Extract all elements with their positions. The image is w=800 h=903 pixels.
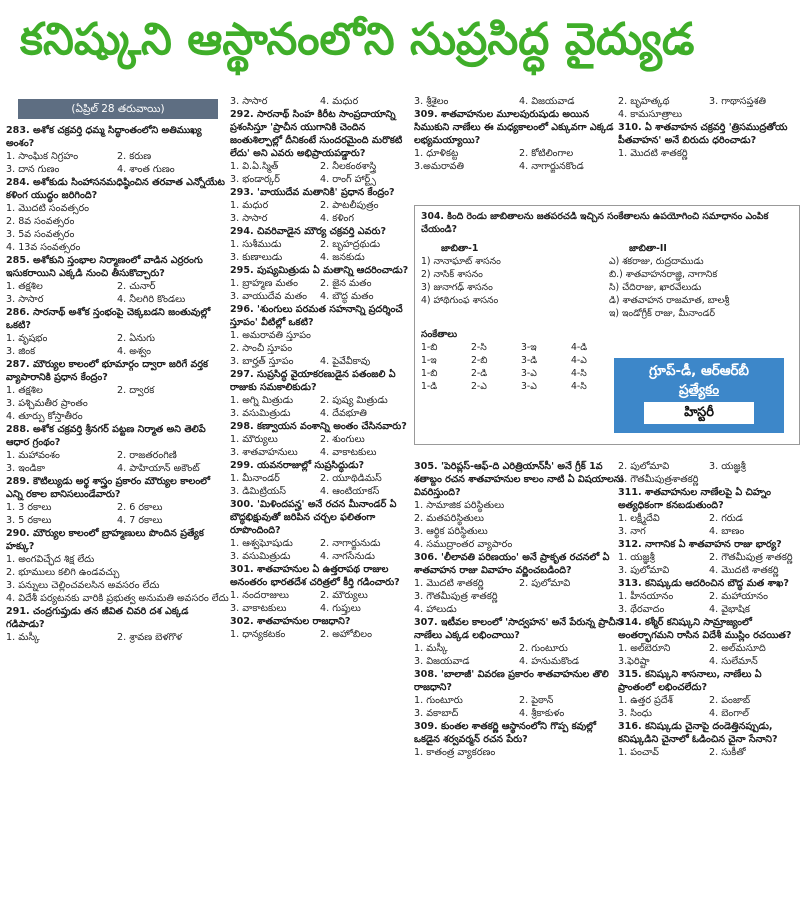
option-row [618, 108, 800, 121]
option-row [230, 329, 410, 342]
option-row [230, 160, 410, 173]
option-row [618, 694, 800, 707]
question-text: 307. ఇటీవల కాలంలో 'సాద్వహన' అనే పేరున్న ప్రాచీన నాణేలు ఎక్కడ లభించాయి? [414, 617, 623, 641]
option: 3. బార్హత్ స్తూపం [230, 356, 294, 367]
codes-title: సంకేతాలు [421, 329, 458, 340]
option: 1. మస్కీ [6, 632, 40, 643]
option: 4. సులేమాన్ [709, 656, 758, 667]
code-cell: 4-సి [571, 381, 587, 392]
column-4-bottom [618, 460, 800, 759]
list-1-item: 2) నాసిక్ శాసనం [421, 269, 483, 280]
option: 3. గాథాసప్తశతి [709, 96, 767, 107]
code-cell: 1-బి [421, 342, 438, 353]
question-text: 295. పుష్యమిత్రుడు ఏ మతాన్ని ఆదరించాడు? [230, 265, 409, 276]
question-text: 314. కశ్మీర్ కనిష్కుని సామ్రాజ్యంలో అంతర్భాగమని రాసిన విదేశీ ముస్లిం రచయిత? [618, 617, 792, 641]
option: 1. ధాన్యకటకం [230, 629, 286, 640]
option: 2. అల్‌మసూది [709, 643, 766, 654]
list-2-item: ఇ) ఇండోగ్రీక్ రాజు, మీనాండర్ [609, 308, 715, 319]
option: 2. నాగార్జునుడు [320, 538, 381, 549]
option: 1. మౌర్యులు [230, 434, 278, 445]
option: 1. వృషభం [6, 333, 48, 344]
option-row [6, 410, 228, 423]
option-row [618, 147, 800, 160]
option: 4. 13వ సంవత్సరం [6, 242, 81, 253]
option-row [6, 228, 228, 241]
list-1-item: 3) జునాగఢ్ శాసనం [421, 282, 493, 293]
option-row [6, 384, 228, 397]
option-row [414, 95, 624, 108]
option: 2. పులోమావి [519, 578, 571, 589]
option: 4. వైభాషిక [709, 604, 750, 615]
option: 1. యజ్ఞశ్రీ [618, 552, 655, 563]
option-row [618, 460, 800, 473]
option: 3. వసుమిత్రుడు [230, 551, 291, 562]
option: 3. జింక [6, 346, 36, 357]
option-row [618, 707, 800, 720]
option: 4. తూర్పు కోస్తాతీరం [6, 411, 83, 422]
column-3-top [414, 95, 624, 173]
option-row [6, 150, 228, 163]
list-1-item: 1) నానాఘాట్ శాసనం [421, 256, 501, 267]
option: 4. వాకాటకులు [320, 447, 377, 458]
column-4-top [618, 95, 800, 160]
option: 3. యజ్ఞశ్రీ [709, 461, 746, 472]
option-row [414, 160, 624, 173]
option-row [6, 631, 228, 644]
option: 3. దాన గుణం [6, 164, 60, 175]
code-cell: 4-సి [571, 368, 587, 379]
option: 4. ఆంటియాకస్ [320, 486, 380, 497]
option-row [230, 95, 410, 108]
code-cell: 3-ఇ [521, 342, 537, 353]
question-text: 313. కనిష్కుడు ఆదరించిన బౌద్ధ మత శాఖ? [618, 578, 789, 589]
option: 2. మహాయానం [709, 591, 768, 602]
option: 4. నీలగిరి కొండలు [117, 294, 186, 305]
option: 3. సాసార [230, 213, 268, 224]
question-text: 292. సారనాథ్ సింహ కిరీట సాంప్రదాయాన్ని ప్రశంసిస్తూ 'ప్రాచీన యుగానికి చెందిన జంతుశిల్పాల్లో దీనికంటే సుందరమైంది మరొకటి లేదు' అని ఎవరు అభిప్రాయపడ్డారు? [230, 109, 403, 159]
option: 1. సాంఘిక నిగ్రహం [6, 151, 79, 162]
option: 2. పాటలీపుత్రం [320, 200, 379, 211]
option: 3. డిమిట్రియస్ [230, 486, 286, 497]
option-row [414, 525, 624, 538]
option: 1. మొదటి శాతకర్ణి [414, 578, 484, 589]
option-row [618, 473, 800, 486]
option: 4. కామసూత్రాలు [618, 109, 683, 120]
option: 1. కాతంత్ర వ్యాకరణం [414, 747, 496, 758]
option: 1. అమరావతి స్తూపం [230, 330, 311, 341]
option: 2. శ్రావణ బెళగొళ [117, 632, 183, 643]
option: 2. మౌర్యులు [320, 590, 368, 601]
option-row [414, 642, 624, 655]
option: 3. వాకాటకులు [230, 603, 287, 614]
option: 4. నాగార్జునకొండ [519, 161, 584, 172]
option-row [230, 290, 410, 303]
option: 3. థేరవాదం [618, 604, 665, 615]
option-row [230, 277, 410, 290]
option-row [414, 512, 624, 525]
option-row [6, 553, 228, 566]
option: 1. ఉత్తర ప్రదేశ్ [618, 695, 673, 706]
option: 2. పులోమావి [618, 461, 670, 472]
option: 3. ఇండికా [6, 463, 46, 474]
option: 1. మొదటి శాతకర్ణి [618, 148, 688, 159]
code-cell: 1-ఇ [421, 355, 437, 366]
option: 2. పైఠాన్ [519, 695, 554, 706]
option: 1. మొదటి సంవత్సరం [6, 203, 90, 214]
option: 2. 6 రకాలు [117, 502, 163, 513]
question-text: 296. 'శుంగులు పరమత సహనాన్ని ప్రదర్శించే స్తూపం' వీటిల్లో ఒకటి? [230, 304, 403, 328]
option: 3. సాసార [230, 96, 268, 107]
question-text: 301. శాతవాహనుల ఏ ఉత్తరాపథ రాజుల అనంతరం భారతదేశ చరిత్రలో కీర్తి గడించారు? [230, 564, 400, 588]
option: 2. బృహత్కథ [618, 96, 670, 107]
option-row [6, 592, 228, 605]
option-row [6, 345, 228, 358]
option-row [6, 501, 228, 514]
option: 4. శ్రీకాకుళం [519, 708, 565, 719]
option-row [230, 550, 410, 563]
option-row [414, 655, 624, 668]
option: 2. సాంచీ స్తూపం [230, 343, 293, 354]
option: 1. అగ్ని మిత్రుడు [230, 395, 294, 406]
option: 4. గౌతమీపుత్రశాతకర్ణి [618, 474, 699, 485]
option: 3.ఫెరిష్టా [618, 656, 650, 667]
option: 3. 5వ సంవత్సరం [6, 229, 75, 240]
question-text: 310. ఏ శాతవాహన చక్రవర్తి 'త్రిసముద్రతోయ పీతవాహన' అనే బిరుదు ధరించాడు? [618, 122, 788, 146]
question-text: 287. మౌర్యుల కాలంలో భూమార్గం ద్వారా జరిగే వర్తక వ్యాపారానికి ప్రధాన కేంద్రం? [6, 359, 209, 383]
list-2-item: సి) చేదిరాజు, ఖారవేలుడు [609, 282, 702, 293]
question-text: 297. సుప్రసిద్ధ వైయాకరణుడైన పతంజలి ఏ రాజుకు సమకాలికుడు? [230, 369, 396, 393]
list-2-title: జాబితా-II [629, 243, 667, 254]
option-row [414, 577, 624, 590]
option: 1. హీనయానం [618, 591, 674, 602]
code-cell: 4-ఎ [571, 355, 587, 366]
option: 1. వి.ఏ.స్మిత్ [230, 161, 279, 172]
code-cell: 3-ఎ [521, 368, 537, 379]
question-text: 300. 'మిళిందపన్హ' అనే రచన మీనాండర్ ఏ బౌద్ధభిక్షువుతో జరిపిన చర్చల ఫలితంగా రూపొందింది? [230, 499, 397, 536]
option-row [230, 433, 410, 446]
option-row [618, 590, 800, 603]
option-row [6, 280, 228, 293]
option: 2. గరుడ [709, 513, 743, 524]
option-row [6, 332, 228, 345]
option-row [618, 603, 800, 616]
option-row [230, 238, 410, 251]
option-row [230, 602, 410, 615]
option: 3. 5 రకాలు [6, 515, 52, 526]
option: 1. అల్‌బెరూని [618, 643, 671, 654]
question-text: 309. శాతవాహనుల మూలపురుషుడు అయిన సిముకుని నాణేలు ఈ మధ్యకాలంలో ఎక్కువగా ఎక్కడ లభ్యమయ్యాయి? [414, 109, 614, 146]
question-text: 302. శాతవాహనుల రాజధాని? [230, 616, 351, 627]
option: 3.అమరావతి [414, 161, 464, 172]
option-row [6, 241, 228, 254]
option: 3. పశ్చిమతీర ప్రాంతం [6, 398, 88, 409]
option: 1. పంచావ్ [618, 747, 659, 758]
option: 3. వాయుదేవ మతం [230, 291, 308, 302]
code-cell: 1-డి [421, 381, 438, 392]
option-row [414, 746, 624, 759]
option-row [230, 407, 410, 420]
option: 1. మస్కీ [414, 643, 448, 654]
question-text: 299. యవనరాజుల్లో సుప్రసిద్ధుడు? [230, 460, 365, 471]
option: 1. సామాజిక పరిస్థితులు [414, 500, 505, 511]
option-row [618, 746, 800, 759]
option-row [618, 512, 800, 525]
option-row [414, 538, 624, 551]
option: 3. వసుమిత్రుడు [230, 408, 291, 419]
question-text: 288. అశోక చక్రవర్తి శ్రీనగర్ పట్టణ నిర్మాత అని తెలిపే ఆధార గ్రంథం? [6, 424, 206, 448]
option-row [6, 293, 228, 306]
option: 4. మొదటి శాతకర్ణి [709, 565, 779, 576]
option: 4. విదేశీ పర్యటనకు వారికి ప్రభుత్వ అనుమతి అవసరం లేదు [6, 593, 229, 604]
option-row [6, 462, 228, 475]
option: 2. గౌతమీపుత్ర శాతకర్ణి [709, 552, 793, 563]
option: 1. ధూళికట్ట [414, 148, 459, 159]
option: 1. మీనాండర్ [230, 473, 280, 484]
option: 2. జైన మతం [320, 278, 372, 289]
option: 1. మధుర [230, 200, 269, 211]
option: 3. శ్రీశైలం [414, 96, 449, 107]
option: 1. 3 రకాలు [6, 502, 52, 513]
option: 4. హనుమకొండ [519, 656, 580, 667]
option-row [230, 251, 410, 264]
option-row [618, 642, 800, 655]
option: 1. ఆశ్వఘోషుడు [230, 538, 293, 549]
option: 2. 8వ సంవత్సరం [6, 216, 75, 227]
question-text: 290. మౌర్యుల కాలంలో బ్రాహ్మణులు పొందిన ప్రత్యేక హక్కు? [6, 528, 204, 552]
code-cell: 2-డి [471, 368, 488, 379]
option: 4. బాణం [709, 526, 745, 537]
question-text: 294. చివరివాడైన మౌర్య చక్రవర్తి ఎవరు? [230, 226, 387, 237]
option: 3. సింధు [618, 708, 652, 719]
codes-table [421, 341, 621, 393]
question-text: 293. 'వాయుదేవ మతానికి' ప్రధాన కేంద్రం? [230, 187, 395, 198]
option: 3. పులోమావి [618, 565, 670, 576]
option-row [230, 628, 410, 641]
list-1-item: 4) హాథిగుంఫ శాసనం [421, 295, 499, 306]
option: 2. పుష్య మిత్రుడు [320, 395, 388, 406]
option: 3. శాతవాహనులు [230, 447, 298, 458]
option: 4. అశ్వం [117, 346, 151, 357]
option: 4. బెంగాల్ [709, 708, 749, 719]
option: 4. బౌద్ధ మతం [320, 291, 374, 302]
option: 4. కళింగ [320, 213, 354, 224]
option-row [618, 655, 800, 668]
option-row [6, 397, 228, 410]
option-row [6, 449, 228, 462]
option-row [618, 95, 800, 108]
group-d-banner [614, 358, 784, 433]
option-row [230, 173, 410, 186]
question-text: 311. శాతవాహనుల నాణేలపై ఏ చిహ్నం అత్యధికంగా కనబడుతుంది? [618, 487, 772, 511]
option-row [414, 499, 624, 512]
option: 1. బ్రాహ్మణ మతం [230, 278, 298, 289]
option: 3. భండార్కర్ [230, 174, 280, 185]
option: 1. మహావంశం [6, 450, 60, 461]
option: 2. అహోబిలం [320, 629, 372, 640]
question-text: 285. అశోకుని స్తంభాల నిర్మాణంలో వాడిన ఎర్రరంగు ఇసుకరాయిని ఎక్కడి నుంచి తీసుకొచ్చారు? [6, 255, 203, 279]
option: 1. సుశీముడు [230, 239, 282, 250]
list-2-item: డి) శాతవాహన రాజమాత, బాలశ్రీ [609, 295, 730, 306]
option: 3. నాగ [618, 526, 646, 537]
option: 2. చునార్ [117, 281, 156, 292]
option: 4. గుప్తులు [320, 603, 361, 614]
option: 4. నాగసేనుడు [320, 551, 375, 562]
option: 3. గౌతమీపుత్ర శాతకర్ణి [414, 591, 498, 602]
option-row [414, 590, 624, 603]
list-2-item: బి.) శాతవాహనరాజ్ఞి, నాగానిక [609, 269, 718, 280]
option-row [6, 514, 228, 527]
list-1 [421, 242, 609, 320]
option: 4. సముద్రాంతర వ్యాపారం [414, 539, 513, 550]
question-text: 315. కనిష్కుని శాసనాలు, నాణేలు ఏ ప్రాంతంలో లభించలేదు? [618, 669, 762, 693]
option-row [230, 342, 410, 355]
option: 4. శాంత గుణం [117, 164, 175, 175]
option-row [230, 394, 410, 407]
option: 3. ఆర్థిక పరిస్థితులు [414, 526, 488, 537]
option: 1. నందరాజులు [230, 590, 289, 601]
code-row [421, 341, 621, 354]
option: 3. విజయవాడ [414, 656, 470, 667]
option-row [618, 551, 800, 564]
option: 2. ద్వారక [117, 385, 155, 396]
option: 4. విజయవాడ [519, 96, 575, 107]
option: 2. ఏనుగు [117, 333, 155, 344]
option: 1. గుంటూరు [414, 695, 463, 706]
option-row [230, 212, 410, 225]
option-row [618, 564, 800, 577]
option: 4. దేవభూతి [320, 408, 367, 419]
option: 4. మధుర [320, 96, 359, 107]
option-row [414, 603, 624, 616]
option-row [230, 589, 410, 602]
option: 4. 7 రకాలు [117, 515, 163, 526]
code-row [421, 367, 621, 380]
code-cell: 1-బి [421, 368, 438, 379]
banner-line-2: ప్రత్యేకం [678, 382, 720, 398]
option: 1. అంగవిచ్ఛేద శిక్ష లేదు [6, 554, 95, 565]
option-row [414, 694, 624, 707]
headline: కనిష్కుని ఆస్థానంలోని సుప్రసిద్ధ వైద్యుడ [20, 14, 695, 65]
question-text: 312. నాగానిక ఏ శాతవాహన రాజు భార్య? [618, 539, 782, 550]
question-text: 309. కుంతల శాతకర్ణి ఆస్థానంలోని గొప్ప కవుల్లో ఒకడైన శర్వవర్మన్ రచన పేరు? [414, 721, 597, 745]
question-text: 298. కణ్వాయన వంశాన్ని అంతం చేసినవారు? [230, 421, 407, 432]
code-cell: 2-బి [471, 355, 488, 366]
option-row [414, 147, 624, 160]
option-row [230, 485, 410, 498]
option: 1. తక్షశిల [6, 281, 43, 292]
option: 2. రాజతరంగిణి [117, 450, 177, 461]
option: 3. వకాబాద్ [414, 708, 459, 719]
option: 2. కరుణ [117, 151, 152, 162]
option: 2. సుకీతో [709, 747, 746, 758]
option-row [6, 566, 228, 579]
section-tag: (ఏప్రిల్ 28 తరువాయి) [18, 99, 218, 119]
column-3-bottom [414, 460, 624, 759]
option-row [6, 215, 228, 228]
option: 4. రాంగ్ హార్ట్స్ [320, 174, 376, 185]
question-text: 306. 'లీలావతి పరిణయం' అనే ప్రాకృత రచనలో ఏ శాతవాహన రాజు వివాహం వర్ణించబడింది? [414, 552, 610, 576]
option: 3. సాసార [6, 294, 44, 305]
option-row [230, 355, 410, 368]
option-row [6, 163, 228, 176]
option: 4. జనకుడు [320, 252, 365, 263]
question-text: 305. 'పెరిప్లస్-ఆఫ్-ది ఎరిత్రియాన్‌సీ' అనే గ్రీక్ 1వ శతాబ్దం రచన శాతవాహనుల కాలం నాటి ఏ విషయాలను వివరిస్తుంది? [414, 461, 624, 498]
option: 2. మతపరిస్థితులు [414, 513, 484, 524]
code-cell: 4-డి [571, 342, 588, 353]
question-text: 316. కనిష్కుడు చైనాపై దండెత్తినప్పుడు, కనిష్కుడిని చైనాలో ఓడించిన చైనా సేనాని? [618, 721, 778, 745]
option: 4. హాలుడు [414, 604, 457, 615]
code-cell: 3-ఎ [521, 381, 537, 392]
code-row [421, 380, 621, 393]
list-1-title: జాబితా-1 [441, 243, 479, 254]
column-2 [230, 95, 410, 641]
list-2 [609, 242, 793, 320]
banner-line-1: గ్రూప్-డీ, ఆర్ఆర్‌బీ [649, 363, 749, 379]
option-row [230, 446, 410, 459]
question-text: 286. సారనాథ్ అశోక స్తంభంపై చెక్కబడని జంతువుల్లో ఒకటి? [6, 307, 211, 331]
option: 3. పన్నులు చెల్లించవలసిన అవసరం లేదు [6, 580, 160, 591]
question-text: 284. అశోకుడు సింహాసనమధిష్ఠించిన తరవాత ఎన్నోయేట కళింగ యుద్ధం జరిగింది? [6, 177, 225, 201]
code-cell: 3-డి [521, 355, 538, 366]
option: 2. కోటిలింగాల [519, 148, 574, 159]
option: 2. యూథిడిమస్ [320, 473, 382, 484]
question-text: 308. 'బాలాజీ' వివరణ ప్రకారం శాతవాహనుల తొలి రాజధాని? [414, 669, 609, 693]
option: 2. భూములు కలిగి ఉండవచ్చు [6, 567, 120, 578]
match-question: 304. కింది రెండు జాబితాలను జతపరచడి ఇచ్చిన సంకేతాలను ఉపయోగించి సమాధానం ఎంపిక చేయండి? [421, 211, 769, 235]
option: 1. లక్ష్మీదేవి [618, 513, 660, 524]
option-row [230, 199, 410, 212]
option: 4. పాహియాన్ అకౌంట్ [117, 463, 200, 474]
code-cell: 2-ఎ [471, 381, 487, 392]
question-text: 291. చంద్రగుప్తుడు తన జీవిత చివరి దశ ఎక్కడ గడిపాడు? [6, 606, 189, 630]
list-2-item: ఎ) శకరాజు, రుద్రదాముడు [609, 256, 704, 267]
option-row [230, 537, 410, 550]
code-row [421, 354, 621, 367]
option: 4. పైవేవీకావు [320, 356, 371, 367]
option: 2. గుంటూరు [519, 643, 568, 654]
option: 2. బృహద్రథుడు [320, 239, 381, 250]
banner-subject: హిస్టరీ [644, 402, 754, 424]
code-cell: 2-సి [471, 342, 487, 353]
column-1 [6, 124, 228, 644]
question-text: 289. కౌటిల్యుడు అర్థ శాస్త్రం ప్రకారం మౌర్యుల కాలంలో ఎన్ని రకాల బానిసలుండేవారు? [6, 476, 211, 500]
option: 2. పంజాబ్ [709, 695, 751, 706]
option-row [6, 579, 228, 592]
option-row [618, 525, 800, 538]
option-row [414, 707, 624, 720]
option-row [230, 472, 410, 485]
option: 2. శుంగులు [320, 434, 365, 445]
option-row [6, 202, 228, 215]
option: 2. నీలకంఠశాస్త్రి [320, 161, 377, 172]
option: 1. తక్షశిల [6, 385, 43, 396]
question-text: 283. అశోక చక్రవర్తి ధమ్మ సిద్ధాంతంలోని అతిముఖ్య అంశం? [6, 125, 202, 149]
option: 3. కుణాలుడు [230, 252, 283, 263]
